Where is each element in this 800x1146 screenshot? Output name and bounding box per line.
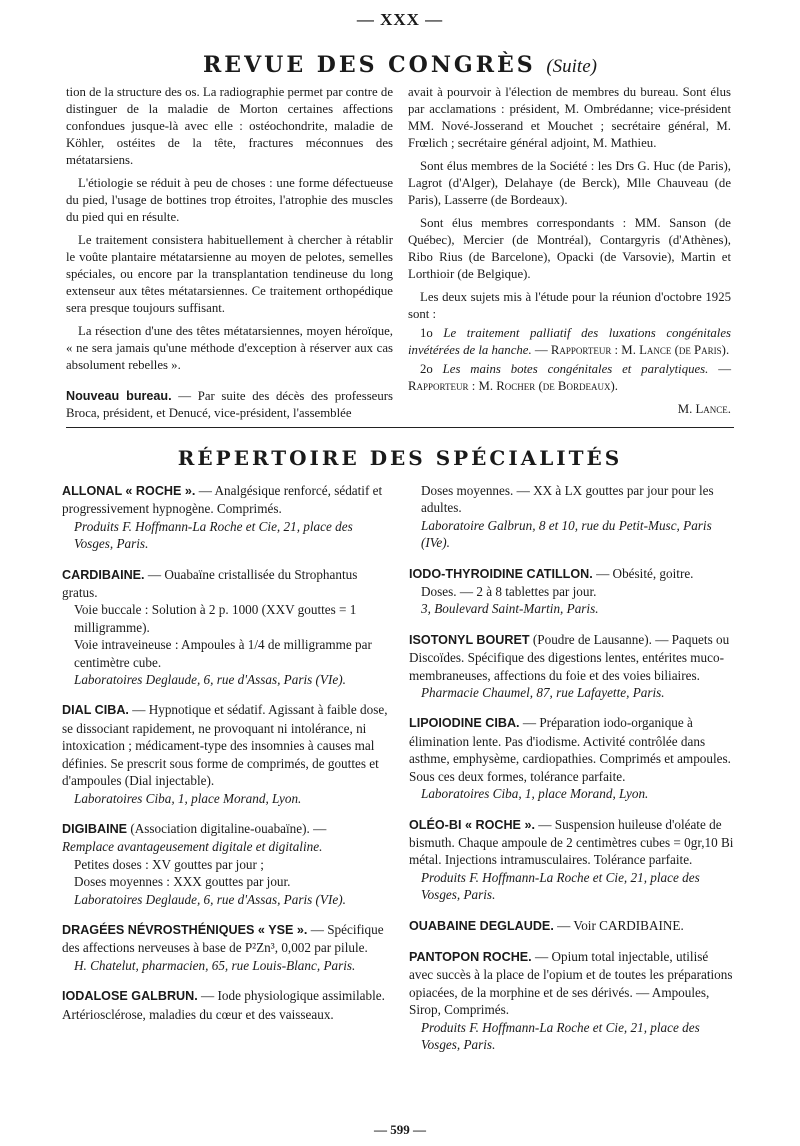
subject-1 [408, 325, 731, 359]
section-title-congres [0, 52, 800, 78]
specialty-maker: Laboratoires Ciba, 1, place Morand, Lyon. [421, 786, 649, 802]
entry-heading-line [62, 566, 390, 602]
congres-right-column [408, 84, 731, 424]
entry-heading-line [409, 565, 735, 583]
specialty-maker: Produits F. Hoffmann-La Roche et Cie, 21, place des Vosges, Paris. [74, 518, 353, 552]
specialty-entry [409, 714, 735, 802]
specialty-maker: H. Chatelut, pharmacien, 65, rue Louis-Blanc, Paris. [74, 957, 356, 973]
specialty-dosage: Doses moyennes : XXX gouttes par jour. [74, 874, 291, 890]
paragraph: tion de la structure des os. La radiographie permet par contre de distinguer de la maladie de Morton certaines affections confondues jusque-là avec elle : ostéochondrite, maladie de Köhler, ostéites de la tête, fractures méconnues des métatarsiens. [66, 85, 393, 167]
specialty-description: — Opium total injectable, utilisé avec succès à la place de l'opium et de toutes les préparations opiacées, de la morphine et de ses dérivés. — Ampoules, Sirop, Comprimés. [409, 948, 733, 1018]
paragraph: avait à pourvoir à l'élection de membres du bureau. Sont élus par acclamations : président, M. Ombrédanne; vice-président MM. Nové-Josserand et Mouchet ; secrétaire général, M. Frœlich ; secrétaire général adjoint, M. Mathieu. [408, 85, 731, 150]
specialty-description: — Obésité, goitre. [592, 565, 694, 581]
subject-number: 2o [420, 362, 443, 376]
specialty-maker: Laboratoires Deglaude, 6, rue d'Assas, Paris (VIe). [74, 891, 346, 907]
specialty-entry [62, 701, 390, 806]
specialty-description: — Hypnotique et sédatif. Agissant à faible dose, se dissociant rapidement, ne provoquant ni intolérance, ni intoxication ; médicament-type des insomnies à causes mal définies. Se prescrit sous forme de comprimés, de gouttes et d'ampoules (Dial injectable). [62, 702, 388, 789]
repertoire-left-column [62, 482, 390, 1036]
specialty-dosage: Doses. — 2 à 8 tablettes par jour. [421, 584, 597, 600]
specialty-name: DIAL CIBA. [62, 703, 129, 718]
specialty-entry [62, 921, 390, 974]
specialty-name: OUABAINE DEGLAUDE. [409, 918, 554, 933]
bureau-text: — Par suite des décès des professeurs Broca, président, et Denucé, vice-président, l'assemblée [66, 389, 394, 420]
entry-heading-line [62, 987, 390, 1023]
specialty-entry [62, 820, 390, 908]
specialty-maker: Pharmacie Chaumel, 87, rue Lafayette, Paris. [421, 685, 665, 701]
congres-left-column [66, 84, 393, 428]
specialty-maker: Produits F. Hoffmann-La Roche et Cie, 21, place des Vosges, Paris. [421, 869, 700, 903]
specialty-entry [409, 948, 735, 1053]
specialty-entry [62, 482, 390, 553]
title-text: REVUE DES CONGRÈS [203, 52, 536, 78]
paragraph: La résection d'une des têtes métatarsiennes, moyen héroïque, « ne sera jamais qu'une méthode d'exception à réserver aux cas absolument rebelles ». [66, 324, 393, 372]
specialty-name: DRAGÉES NÉVROSTHÉNIQUES « YSE ». [62, 922, 308, 937]
entry-heading-line [62, 820, 390, 838]
specialty-name: OLÉO-BI « ROCHE ». [409, 817, 535, 832]
specialty-entry [409, 482, 735, 552]
entry-heading-line [409, 631, 735, 684]
specialty-name: IODALOSE GALBRUN. [62, 989, 198, 1004]
specialty-name: IODO-THYROIDINE CATILLON. [409, 566, 593, 581]
repertoire-right-column [409, 482, 735, 1066]
entry-heading-line [62, 482, 390, 518]
subject-title: Le traitement palliatif des luxations congénitales invétérées de la hanche. [408, 326, 732, 357]
specialty-dosage: Doses moyennes. — XX à LX gouttes par jour pour les adultes. [421, 483, 714, 516]
subject-2 [408, 361, 731, 395]
section-divider [66, 427, 734, 428]
bureau-label: Nouveau bureau. [66, 389, 172, 403]
specialty-entry [409, 816, 735, 904]
paragraph: Le traitement consistera habituellement à chercher à rétablir le voûte plantaire métatarsienne au moyen de pelotes, semelles spéciales, ou encore par la transplantation tendineuse du long extenseur aux têtes métatarsiennes. Ce traitement orthopédique sera presque toujours suffisant. [66, 233, 393, 315]
specialty-name: LIPOIODINE CIBA. [409, 716, 520, 731]
specialty-maker: Laboratoires Ciba, 1, place Morand, Lyon. [74, 790, 302, 806]
specialty-name: CARDIBAINE. [62, 567, 145, 582]
entry-heading-line [409, 917, 735, 935]
bureau-paragraph [66, 388, 393, 422]
specialty-description: — Spécifique des affections nerveuses à base de P²Zn³, 0,002 par pilule. [62, 921, 384, 956]
page-number-footer: — 599 — [374, 1122, 426, 1137]
signature: M. Lance. [677, 402, 731, 416]
specialty-name: ALLONAL « ROCHE ». [62, 484, 196, 498]
specialty-name: DIGIBAINE [62, 821, 128, 836]
specialty-entry [409, 565, 735, 618]
specialty-entry [62, 987, 390, 1023]
specialty-description: — Analgésique renforcé, sédatif et progressivement hypnogène. Comprimés. [62, 483, 383, 517]
specialty-maker: Laboratoires Deglaude, 6, rue d'Assas, Paris (VIe). [74, 672, 346, 688]
paragraph: L'étiologie se réduit à peu de choses : une forme défectueuse du pied, l'usage de bottines trop étroites, l'atrophie des muscles du pied qui en résulte. [66, 176, 393, 224]
entry-heading-line [409, 816, 735, 869]
specialty-description: — Suspension huileuse d'oléate de bismuth. Chaque ampoule de 2 centimètres cubes = 0gr,10 Bi métal. Injections intramusculaires. Tolérance parfaite. [409, 816, 734, 868]
specialty-entry [409, 631, 735, 702]
paragraph: Sont élus membres correspondants : MM. Sanson (de Québec), Mercier (de Montréal), Contargyris (d'Athènes), Ribo Rius (de Barcelone), Opacki (de Varsovie), Martin et Lorthioir (de Belgique). [408, 216, 731, 281]
specialty-description: — Préparation iodo-organique à élimination lente. Pas d'iodisme. Activité contrôlée dans asthme, emphysème, cardiopathies. Comprimés et ampoules. Sous ces deux formes, tolérance parfaite. [409, 715, 731, 784]
entry-heading-line [62, 701, 390, 789]
specialty-maker: 3, Boulevard Saint-Martin, Paris. [421, 601, 599, 617]
specialty-description: — Iode physiologique assimilable. Artériosclérose, maladies du cœur et des vaisseaux. [62, 988, 385, 1022]
specialty-dosage: Voie intraveineuse : Ampoules à 1/4 de milligramme par centimètre cube. [74, 637, 372, 670]
specialty-maker: Produits F. Hoffmann-La Roche et Cie, 21, place des Vosges, Paris. [421, 1019, 700, 1052]
specialty-description: — Ouabaïne cristallisée du Strophantus gratus. [62, 566, 358, 601]
subject-rapporteur: — Rapporteur : M. Rocher (de Bordeaux). [408, 362, 732, 393]
paragraph: Sont élus membres de la Société : les Drs G. Huc (de Paris), Lagrot (d'Alger), Delahaye (de Berck), Mlle Chauveau (de Paris), Lasserre (de Bordeaux). [408, 159, 731, 207]
specialty-entry [62, 566, 390, 689]
specialty-entry [409, 917, 735, 935]
specialty-dosage: Petites doses : XV gouttes par jour ; [74, 856, 264, 872]
entry-heading-line [62, 921, 390, 957]
entry-heading-line [409, 948, 735, 1019]
subject-title: Les mains botes congénitales et paralytiques. [442, 362, 709, 376]
section-title-repertoire: RÉPERTOIRE DES SPÉCIALITÉS [177, 446, 623, 470]
specialty-description: — Voir CARDIBAINE. [553, 917, 684, 933]
specialty-note: Remplace avantageusement digitale et digitaline. [62, 839, 323, 855]
specialty-name: PANTOPON ROCHE. [409, 949, 532, 964]
title-suffix: (Suite) [546, 56, 597, 77]
subject-rapporteur: — Rapporteur : M. Lance (de Paris). [531, 343, 730, 357]
specialty-name: ISOTONYL BOURET [409, 632, 530, 647]
entry-heading-line [409, 714, 735, 785]
specialty-description: (Poudre de Lausanne). — Paquets ou Discoïdes. Spécifique des digestions lentes, entérites muco-membraneuses, affections du foie et des voies biliaires. [409, 631, 730, 683]
specialty-maker: Laboratoire Galbrun, 8 et 10, rue du Petit-Musc, Paris (IVe). [421, 517, 712, 551]
page-number-header: — XXX — [356, 10, 444, 29]
specialty-dosage: Voie buccale : Solution à 2 p. 1000 (XXV gouttes = 1 milligramme). [74, 602, 357, 635]
paragraph: Les deux sujets mis à l'étude pour la réunion d'octobre 1925 sont : [408, 290, 731, 321]
specialty-description: (Association digitaline-ouabaïne). — [127, 820, 327, 836]
subject-number: 1o [420, 326, 444, 340]
